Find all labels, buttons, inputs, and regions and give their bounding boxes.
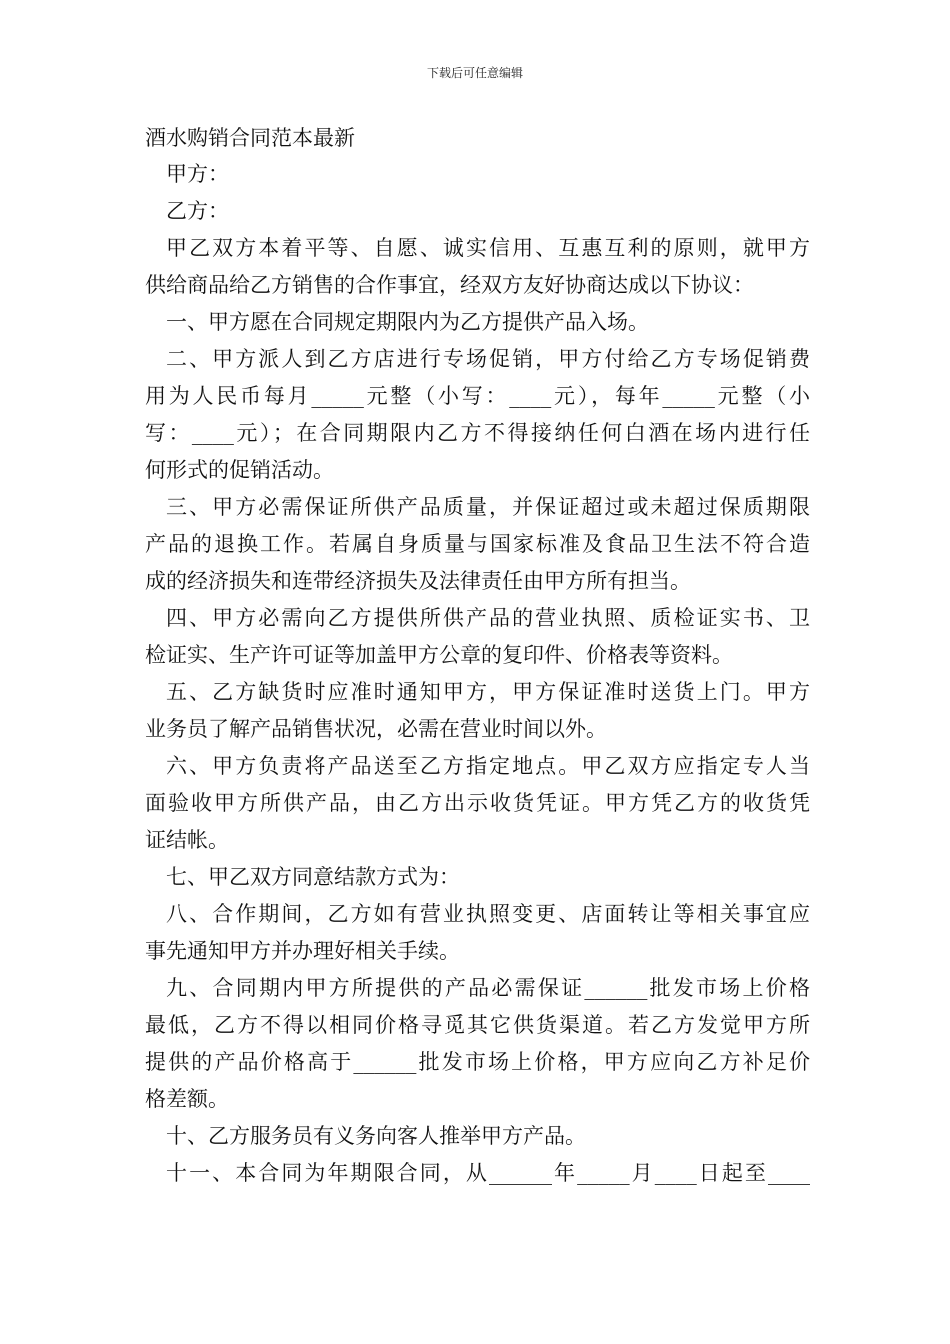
clause-4 (145, 600, 810, 674)
paragraph-line: 一、甲方愿在合同规定期限内为乙方提供产品入场。 (166, 310, 649, 334)
paragraph-line: 检证实、生产许可证等加盖甲方公章的复印件、价格表等资料。 (145, 643, 733, 667)
paragraph-line: 四、甲方必需向乙方提供所供产品的营业执照、质检证实书、卫 (166, 606, 810, 630)
paragraph-line: 甲乙双方本着平等、自愿、诚实信用、互惠互利的原则，就甲方 (166, 236, 810, 260)
paragraph-line: 最低，乙方不得以相同价格寻觅其它供货渠道。若乙方发觉甲方所 (145, 1013, 810, 1037)
paragraph-line: 八、合作期间，乙方如有营业执照变更、店面转让等相关事宜应 (166, 902, 810, 926)
party-a-label: 甲方： (166, 162, 229, 186)
page-header-note: 下载后可任意编辑 (426, 66, 523, 80)
paragraph-line: 五、乙方缺货时应准时通知甲方，甲方保证准时送货上门。甲方 (166, 680, 810, 704)
clause-11 (145, 1155, 810, 1192)
party-b-label: 乙方： (166, 199, 229, 223)
paragraph-line: 十、乙方服务员有义务向客人推举甲方产品。 (166, 1124, 586, 1148)
paragraph-line: 二、甲方派人到乙方店进行专场促销，甲方付给乙方专场促销费 (166, 347, 810, 371)
paragraph-line: 业务员了解产品销售状况，必需在营业时间以外。 (145, 717, 607, 741)
paragraph-line: 六、甲方负责将产品送至乙方指定地点。甲乙双方应指定专人当 (166, 754, 810, 778)
paragraph-line: 事先通知甲方并办理好相关手续。 (145, 939, 460, 963)
clause-6 (145, 748, 810, 859)
paragraph-line: 格差额。 (145, 1087, 229, 1111)
contract-document (145, 120, 810, 1192)
clause-8 (145, 896, 810, 970)
clause-10 (145, 1118, 810, 1155)
paragraph-line: 七、甲乙双方同意结款方式为： (166, 865, 460, 889)
paragraph-line: 供给商品给乙方销售的合作事宜，经双方友好协商达成以下协议： (145, 273, 754, 297)
paragraph-line: 面验收甲方所供产品，由乙方出示收货凭证。甲方凭乙方的收货凭 (145, 791, 810, 815)
paragraph-line: 证结帐。 (145, 828, 229, 852)
paragraph-line: 成的经济损失和连带经济损失及法律责任由甲方所有担当。 (145, 569, 691, 593)
paragraph-line: 产品的退换工作。若属自身质量与国家标准及食品卫生法不符合造 (145, 532, 810, 556)
paragraph-line: 何形式的促销活动。 (145, 458, 334, 482)
paragraph-line: 十一、本合同为年期限合同，从______年_____月____日起至____ (166, 1161, 810, 1185)
paragraph-line: 三、甲方必需保证所供产品质量，并保证超过或未超过保质期限 (166, 495, 810, 519)
preamble-paragraph (145, 230, 810, 304)
document-title: 酒水购销合同范本最新 (145, 126, 355, 150)
clause-3 (145, 489, 810, 600)
clause-1 (145, 304, 810, 341)
clause-9 (145, 970, 810, 1118)
paragraph-line: 提供的产品价格高于______批发市场上价格，甲方应向乙方补足价 (145, 1050, 810, 1074)
clause-7 (145, 859, 810, 896)
clause-2 (145, 341, 810, 489)
paragraph-line: 九、合同期内甲方所提供的产品必需保证______批发市场上价格 (166, 976, 810, 1000)
paragraph-line: 写：____元）；在合同期限内乙方不得接纳任何白酒在场内进行任 (145, 421, 810, 445)
clause-5 (145, 674, 810, 748)
paragraph-line: 用为人民币每月_____元整（小写：____元），每年_____元整（小 (145, 384, 810, 408)
